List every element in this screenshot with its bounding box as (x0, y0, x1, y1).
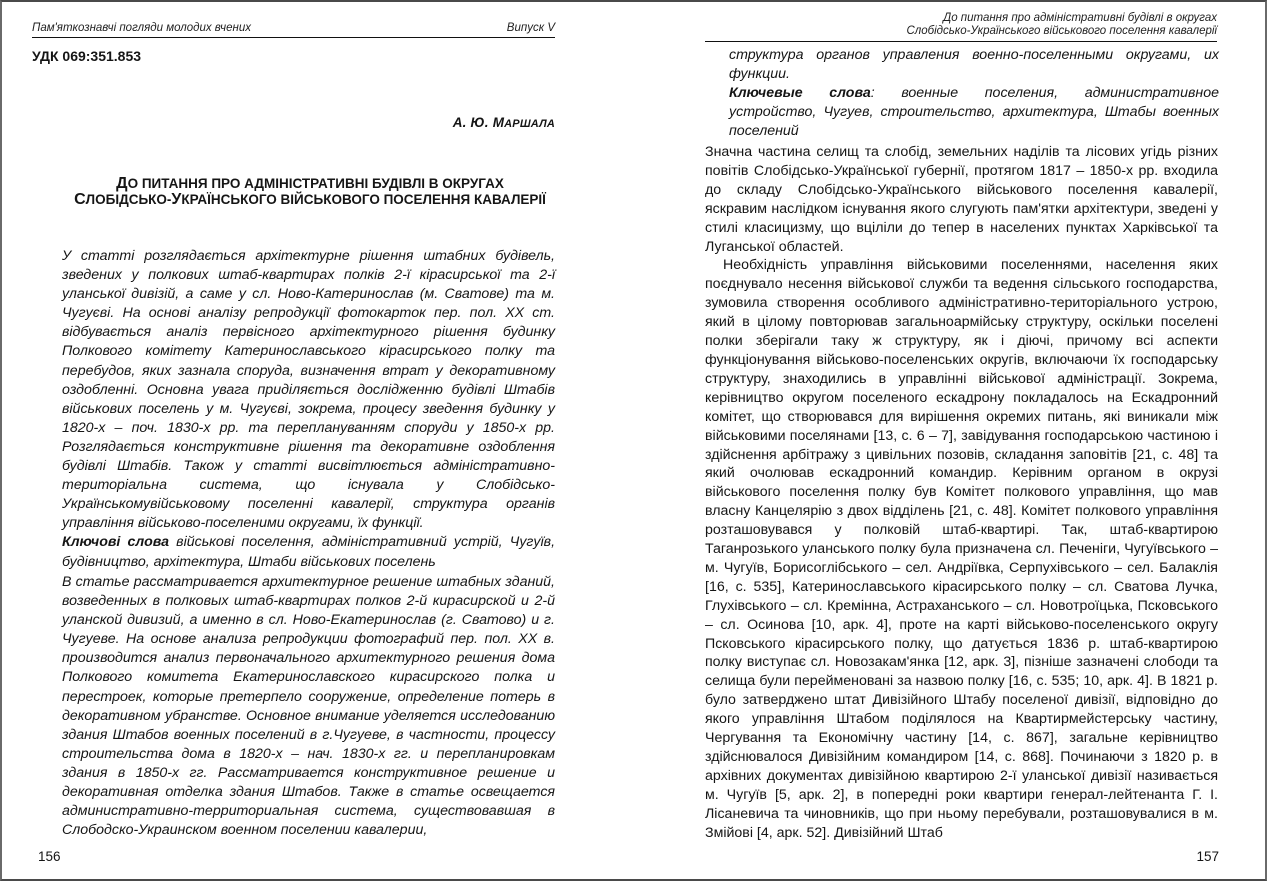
keywords-label-ru: Ключевые слова (729, 85, 871, 102)
udk-code: УДК 069:351.853 (32, 48, 142, 64)
abstract-russian-continued: структура органов управления военно-поселенными округами, их функции. Ключевые слова: военные поселения, административное устройство, Чугуев, строительство, архитектура, Штабы военных поселений (729, 47, 1219, 140)
right-page (633, 0, 1267, 881)
article-title (40, 176, 580, 208)
issue-label: Випуск V (506, 22, 555, 34)
title-line-1: ДО ПИТАННЯ ПРО АДМІНІСТРАТИВНІ БУДІВЛІ В ОКРУГАХ (116, 175, 504, 192)
page-number-left: 156 (38, 849, 61, 864)
abstract-russian: В статье рассматривается архитектурное решение штабных зданий, возведенных в полковых штаб-квартирах полков 2-й кирасирской и 2-й уланской дивизий, а именно в сл. Ново-Екатеринослав (г. Сватово) и г. Чугуеве. На основе анализа репродукции фотографий пер. пол. XX в. производится анализ первоначального архитектурного решения дома Полкового комитета Екатеринославского кирасирского полка и перестроек, которые претерпело сооружение, определение потерь в декоративном убранстве. Основное внимание уделяется исследованию здания Штабов военных поселений в г.Чугуеве, в частности, процессу строительства дома в 1820-х – нач. 1830-х гг. и перепланировкам здания в 1850-х гг. Рассматривается конструктивное решение и декоративная отделка здания Штабов. Также в статье освещается административно-территориальная система, существовавшая в Слободско-Украинском военном поселении кавалерии, (62, 574, 555, 839)
article-body (705, 143, 1218, 843)
keywords-ua: військові поселення, адміністративний устрій, Чугуїв, будівництво, архітектура, Штаби військових поселень (62, 534, 556, 570)
left-page (0, 0, 633, 881)
keywords-label-ua: Ключові слова (62, 534, 170, 551)
abstract-ukrainian (62, 247, 555, 572)
keywords-ru: : военные поселения, административное устройство, Чугуев, строительство, архитектура, Штабы военных поселений (729, 85, 1219, 140)
page-number-right: 157 (1196, 849, 1219, 864)
running-header-line-2: Слобідсько-Українського військового поселення кавалерії (906, 25, 1217, 37)
running-header-left (32, 22, 555, 38)
abstract-ua-text: У статті розглядається архітектурне рішення штабних будівель, зведених у полкових штаб-квартирах полків 2-ї кірасирської та 2-ї уланської дивізій, а саме у сл. Ново-Катеринослав (м. Сватове) та м. Чугуєві. На основі аналізу репродукції фотокарток пер. пол. XX ст. відбувається аналіз первісного архітектурного рішення будинку Полкового комітету Катеринославського кірасирського полку та перебудов, яких зазнала споруда, визначення втрат у декоративному оздобленні. Основна увага приділяється дослідженню будівлі Штабів військових поселень у м. Чугуєві, зокрема, процесу зведення будинку у 1820-х – поч. 1830-х рр. та переплануванням споруди у 1850-х рр. Розглядається конструктивне рішення та декоративне оздоблення будівлі Штабів. Також у статті висвітлюється адміністративно-територіальна система, що існувала у Слобідсько-Українськомувійськовому поселенні кавалерії, структура органів управління військово-поселеними округами, їх функції. (62, 248, 555, 532)
paragraph: Значна частина селищ та слобід, земельних наділів та лісових угідь різних повітів Слобідсько-Української губернії, протягом 1817 – 1850-х рр. входила до складу Слобідсько-Українського військового поселення кавалерії, яскравим наслідком існування якого слугують пам'ятки архітектури, зведені у стилі класицизму, що вціліли до тепер в населених пунктах Харківської та Луганської областей. (705, 144, 1218, 255)
author-name: А. Ю. МАРШАЛА (452, 115, 555, 130)
running-header-right (705, 12, 1217, 42)
title-line-2: СЛОБІДСЬКО-УКРАЇНСЬКОГО ВІЙСЬКОВОГО ПОСЕЛЕННЯ КАВАЛЕРІЇ (74, 191, 546, 208)
running-header-line-1: До питання про адміністративні будівлі в округах (943, 12, 1217, 24)
journal-title: Пам'яткознавчі погляди молодих вчених (32, 22, 251, 34)
paragraph: Необхідність управління військовими поселеннями, населення яких поєднувало несення військової служби та ведення сільського господарства, зумовила створення особливого адміністративно-територіального устрою, який в цілому повторював загальноармійську структуру, оскільки поселені полки зберігали таку ж структуру, як і діючі, причому всі аспекти функціонування військово-поселенських округів, включаючи їх господарську структуру, знаходились в управлінні військової адміністрації. Зокрема, керівництво округом поселеного ескадрону покладалось на Ескадронний комітет, що створювався для вирішення окремих питань, які виникали між військовими поселянами [13, с. 6 – 7], завідування господарською частиною і здійснення арбітражу з цивільних позовів, складання заповітів [21, с. 48] та який очолював ескадронний командир. Керівним органом в окрузі військового поселення полку був Комітет полкового управління, що мав власну Канцелярію з двох відділень [21, с. 48]. Комітет полкового управління розташовувався у полковій штаб-квартирі. Так, штаб-квартирою Таганрозького уланського полку була призначена сл. Печеніги, Чугуївського – м. Чугуїв, Борисоглібського – сел. Андріївка, Серпухівського – сел. Балаклія [16, с. 535], Катеринославського кірасирського полку – сл. Сватова Лучка, Глухівського – сл. Кремінна, Астраханського – сл. Новотроїцька, Псковського – сл. Осинова [10, арк. 4], проте на карті військово-поселенського округу Псковського кірасирського полку, що датується 1836 р. штаб-квартирою полку виступає сл. Новозакам'янка [12, арк. 3], пізніше зазначені слободи та селища були перейменовані за назвою полку [16, с. 535; 10, арк. 4]. В 1821 р. було затверджено штат Дивізійного Штабу поселеної дивізії, відповідно до якого управління Штабом поділялося на Квартирмейстерську частину, Чергування та Економічну частину [14, с. 867], загальне керівництво здійснювалося Дивізійним командиром [14, с. 868]. Починаючи з 1820 р. в архівних документах дивізійною квартирою 2-ї уланської дивізії називається м. Чугуїв [5, арк. 2], в попередні роки квартири генерал-лейтенанта Г. І. Лісаневича та чиновників, що при ньому перебували, розташовувалися в м. Змійові [4, арк. 52]. Дивізійний Штаб (705, 257, 1218, 841)
